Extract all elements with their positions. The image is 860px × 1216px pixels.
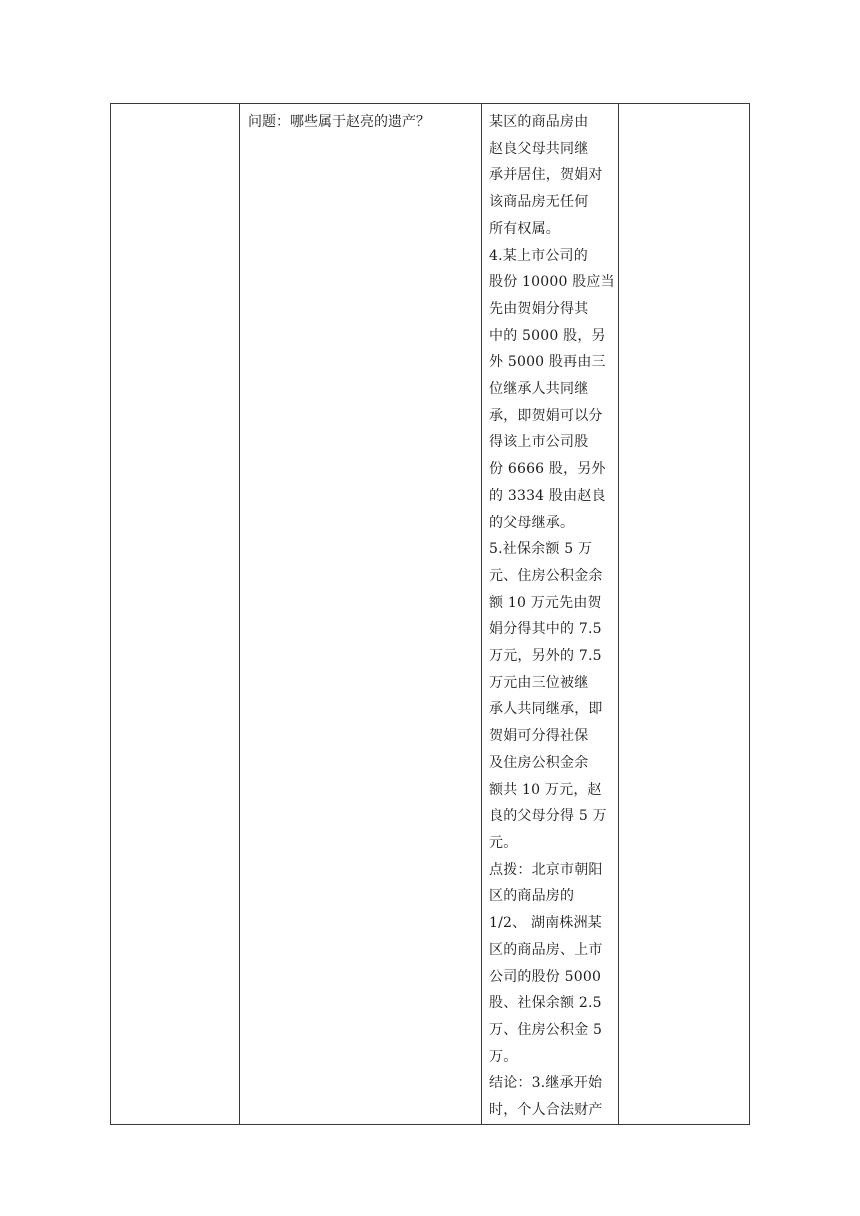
answer-line: 点拨：北京市朝阳 [489, 861, 603, 878]
answer-line: 位继承人共同继 [489, 381, 589, 398]
answer-line: 万元由三位被继 [489, 674, 589, 691]
table-row [111, 104, 750, 1125]
answer-line: 公司的股份 5000 [489, 968, 602, 985]
answer-line: 4.某上市公司的 [489, 247, 588, 264]
answer-line: 万。 [489, 1048, 518, 1065]
answer-line: 元。 [489, 834, 518, 851]
answer-line: 该商品房无任何 [489, 194, 589, 211]
answer-line: 得该上市公司股 [489, 434, 589, 451]
answer-line: 娟分得其中的 7.5 [489, 621, 602, 638]
answer-line: 额 10 万元先由贺 [489, 594, 602, 611]
answer-line: 先由贺娟分得其 [489, 300, 589, 317]
answer-line: 时，个人合法财产 [489, 1102, 603, 1119]
answer-line: 的父母继承。 [489, 514, 575, 531]
answer-line: 贺娟可分得社保 [489, 728, 589, 745]
answer-line: 及住房公积金余 [489, 754, 589, 771]
answer-line: 某区的商品房由 [489, 114, 589, 130]
answer-line: 区的商品房的 [489, 888, 575, 905]
lesson-table [110, 103, 750, 1125]
question-cell [240, 104, 482, 1125]
answer-line: 结论：3.继承开始 [489, 1075, 603, 1092]
answer-line: 承人共同继承，即 [489, 701, 603, 718]
answer-line: 1/2、 湖南株洲某 [489, 915, 602, 932]
table-cell-empty-right [619, 104, 750, 1125]
question-text: 问题：哪些属于赵亮的遗产？ [248, 114, 430, 130]
answer-line: 额共 10 万元，赵 [489, 781, 602, 798]
answer-line: 承，即贺娟可以分 [489, 407, 603, 424]
answer-line: 元、住房公积金余 [489, 567, 603, 584]
answer-line: 股份 10000 股应当 [489, 274, 615, 291]
answer-line: 万元，另外的 7.5 [489, 648, 602, 665]
answer-text [482, 104, 618, 1124]
table-cell-empty-left [111, 104, 240, 1125]
answer-line: 承并居住，贺娟对 [489, 167, 603, 184]
answer-line: 5.社保余额 5 万 [489, 541, 593, 558]
answer-line: 外 5000 股再由三 [489, 354, 606, 371]
answer-line: 的 3334 股由赵良 [489, 487, 606, 504]
answer-line: 股、社保余额 2.5 [489, 995, 602, 1012]
answer-line: 良的父母分得 5 万 [489, 808, 607, 825]
answer-line: 赵良父母共同继 [489, 140, 589, 157]
answer-line: 万、住房公积金 5 [489, 1021, 603, 1038]
answer-line: 区的商品房、上市 [489, 941, 603, 958]
answer-line: 份 6666 股，另外 [489, 461, 606, 478]
answer-line: 中的 5000 股，另 [489, 327, 606, 344]
answer-line: 所有权属。 [489, 220, 560, 237]
answer-cell [482, 104, 619, 1125]
